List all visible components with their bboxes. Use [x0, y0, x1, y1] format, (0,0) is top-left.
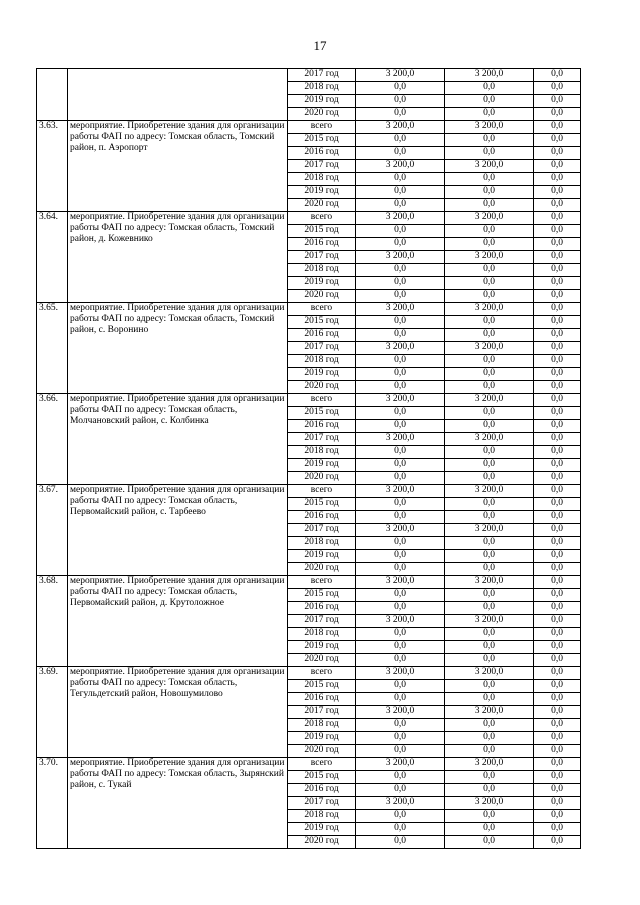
total-cell: 0,0: [356, 563, 445, 576]
regional-cell: 3 200,0: [445, 342, 534, 355]
item-name: мероприятие. Приобретение здания для организации работы ФАП по адресу: Томская область, Первомайский район, с. Тарбеево: [68, 485, 288, 576]
table-row: [37, 212, 581, 225]
other-cell: 0,0: [534, 225, 581, 238]
total-cell: 0,0: [356, 537, 445, 550]
total-cell: 0,0: [356, 680, 445, 693]
year-cell: всего: [288, 485, 356, 498]
item-number: 3.68.: [37, 576, 68, 667]
regional-cell: 3 200,0: [445, 667, 534, 680]
regional-cell: 0,0: [445, 732, 534, 745]
regional-cell: 0,0: [445, 355, 534, 368]
regional-cell: 3 200,0: [445, 758, 534, 771]
year-cell: 2015 год: [288, 316, 356, 329]
other-cell: 0,0: [534, 277, 581, 290]
total-cell: 0,0: [356, 654, 445, 667]
year-cell: 2018 год: [288, 446, 356, 459]
total-cell: 0,0: [356, 95, 445, 108]
item-name: мероприятие. Приобретение здания для организации работы ФАП по адресу: Томская область, Томский район, п. Аэропорт: [68, 121, 288, 212]
other-cell: 0,0: [534, 472, 581, 485]
regional-cell: 0,0: [445, 290, 534, 303]
other-cell: 0,0: [534, 732, 581, 745]
regional-cell: 0,0: [445, 316, 534, 329]
other-cell: 0,0: [534, 173, 581, 186]
regional-cell: 0,0: [445, 628, 534, 641]
other-cell: 0,0: [534, 433, 581, 446]
year-cell: 2020 год: [288, 563, 356, 576]
total-cell: 3 200,0: [356, 524, 445, 537]
other-cell: 0,0: [534, 82, 581, 95]
regional-cell: 0,0: [445, 446, 534, 459]
other-cell: 0,0: [534, 420, 581, 433]
year-cell: 2018 год: [288, 355, 356, 368]
other-cell: 0,0: [534, 719, 581, 732]
regional-cell: 0,0: [445, 810, 534, 823]
year-cell: 2019 год: [288, 641, 356, 654]
other-cell: 0,0: [534, 121, 581, 134]
year-cell: 2016 год: [288, 784, 356, 797]
other-cell: 0,0: [534, 602, 581, 615]
other-cell: 0,0: [534, 810, 581, 823]
regional-cell: 0,0: [445, 381, 534, 394]
total-cell: 0,0: [356, 82, 445, 95]
regional-cell: 3 200,0: [445, 576, 534, 589]
other-cell: 0,0: [534, 381, 581, 394]
total-cell: 0,0: [356, 550, 445, 563]
item-number: 3.64.: [37, 212, 68, 303]
total-cell: 0,0: [356, 719, 445, 732]
regional-cell: 3 200,0: [445, 251, 534, 264]
other-cell: 0,0: [534, 316, 581, 329]
other-cell: 0,0: [534, 147, 581, 160]
item-number: 3.63.: [37, 121, 68, 212]
other-cell: 0,0: [534, 628, 581, 641]
other-cell: 0,0: [534, 238, 581, 251]
total-cell: 0,0: [356, 329, 445, 342]
total-cell: 0,0: [356, 277, 445, 290]
regional-cell: 0,0: [445, 329, 534, 342]
year-cell: всего: [288, 758, 356, 771]
regional-cell: 0,0: [445, 537, 534, 550]
total-cell: 0,0: [356, 264, 445, 277]
other-cell: 0,0: [534, 69, 581, 82]
total-cell: 0,0: [356, 628, 445, 641]
other-cell: 0,0: [534, 797, 581, 810]
year-cell: всего: [288, 576, 356, 589]
total-cell: 0,0: [356, 511, 445, 524]
regional-cell: 3 200,0: [445, 485, 534, 498]
other-cell: 0,0: [534, 108, 581, 121]
item-number: 3.65.: [37, 303, 68, 394]
other-cell: 0,0: [534, 745, 581, 758]
year-cell: 2019 год: [288, 732, 356, 745]
table-row: [37, 69, 581, 82]
total-cell: 3 200,0: [356, 121, 445, 134]
total-cell: 0,0: [356, 186, 445, 199]
regional-cell: 0,0: [445, 199, 534, 212]
item-number: 3.69.: [37, 667, 68, 758]
year-cell: 2016 год: [288, 420, 356, 433]
other-cell: 0,0: [534, 485, 581, 498]
total-cell: 3 200,0: [356, 758, 445, 771]
total-cell: 0,0: [356, 498, 445, 511]
regional-cell: 0,0: [445, 641, 534, 654]
total-cell: 0,0: [356, 823, 445, 836]
other-cell: 0,0: [534, 251, 581, 264]
item-number: [37, 69, 68, 121]
other-cell: 0,0: [534, 95, 581, 108]
year-cell: 2017 год: [288, 251, 356, 264]
other-cell: 0,0: [534, 537, 581, 550]
total-cell: 0,0: [356, 316, 445, 329]
other-cell: 0,0: [534, 693, 581, 706]
total-cell: 0,0: [356, 368, 445, 381]
regional-cell: 0,0: [445, 459, 534, 472]
year-cell: 2020 год: [288, 381, 356, 394]
regional-cell: 0,0: [445, 173, 534, 186]
other-cell: 0,0: [534, 199, 581, 212]
regional-cell: 0,0: [445, 186, 534, 199]
year-cell: всего: [288, 212, 356, 225]
year-cell: 2017 год: [288, 797, 356, 810]
total-cell: 3 200,0: [356, 576, 445, 589]
total-cell: 0,0: [356, 355, 445, 368]
year-cell: 2019 год: [288, 186, 356, 199]
item-name: мероприятие. Приобретение здания для организации работы ФАП по адресу: Томская область, Томский район, с. Воронино: [68, 303, 288, 394]
table-row: [37, 485, 581, 498]
regional-cell: 3 200,0: [445, 69, 534, 82]
total-cell: 3 200,0: [356, 342, 445, 355]
year-cell: 2017 год: [288, 342, 356, 355]
total-cell: 3 200,0: [356, 433, 445, 446]
total-cell: 0,0: [356, 147, 445, 160]
regional-cell: 0,0: [445, 420, 534, 433]
total-cell: 3 200,0: [356, 303, 445, 316]
total-cell: 3 200,0: [356, 615, 445, 628]
item-number: 3.66.: [37, 394, 68, 485]
total-cell: 0,0: [356, 108, 445, 121]
regional-cell: 0,0: [445, 264, 534, 277]
table-row: [37, 394, 581, 407]
year-cell: 2019 год: [288, 368, 356, 381]
table-row: [37, 758, 581, 771]
other-cell: 0,0: [534, 186, 581, 199]
total-cell: 0,0: [356, 745, 445, 758]
year-cell: 2019 год: [288, 95, 356, 108]
item-name: мероприятие. Приобретение здания для организации работы ФАП по адресу: Томская область, Зырянский район, с. Тукай: [68, 758, 288, 849]
regional-cell: 0,0: [445, 407, 534, 420]
total-cell: 3 200,0: [356, 160, 445, 173]
year-cell: 2019 год: [288, 277, 356, 290]
year-cell: 2020 год: [288, 108, 356, 121]
regional-cell: 0,0: [445, 225, 534, 238]
regional-cell: 0,0: [445, 745, 534, 758]
other-cell: 0,0: [534, 771, 581, 784]
other-cell: 0,0: [534, 615, 581, 628]
total-cell: 3 200,0: [356, 69, 445, 82]
year-cell: 2016 год: [288, 147, 356, 160]
other-cell: 0,0: [534, 446, 581, 459]
regional-cell: 0,0: [445, 277, 534, 290]
total-cell: 0,0: [356, 238, 445, 251]
year-cell: 2020 год: [288, 745, 356, 758]
other-cell: 0,0: [534, 212, 581, 225]
regional-cell: 0,0: [445, 680, 534, 693]
regional-cell: 3 200,0: [445, 615, 534, 628]
regional-cell: 0,0: [445, 368, 534, 381]
year-cell: 2015 год: [288, 589, 356, 602]
regional-cell: 0,0: [445, 238, 534, 251]
regional-cell: 0,0: [445, 823, 534, 836]
regional-cell: 0,0: [445, 550, 534, 563]
total-cell: 3 200,0: [356, 251, 445, 264]
total-cell: 0,0: [356, 784, 445, 797]
other-cell: 0,0: [534, 264, 581, 277]
regional-cell: 0,0: [445, 134, 534, 147]
year-cell: 2017 год: [288, 433, 356, 446]
year-cell: 2020 год: [288, 836, 356, 849]
regional-cell: 0,0: [445, 95, 534, 108]
other-cell: 0,0: [534, 394, 581, 407]
total-cell: 0,0: [356, 602, 445, 615]
other-cell: 0,0: [534, 407, 581, 420]
total-cell: 0,0: [356, 472, 445, 485]
regional-cell: 0,0: [445, 602, 534, 615]
other-cell: 0,0: [534, 758, 581, 771]
regional-cell: 0,0: [445, 693, 534, 706]
year-cell: 2015 год: [288, 407, 356, 420]
regional-cell: 0,0: [445, 511, 534, 524]
year-cell: 2020 год: [288, 290, 356, 303]
year-cell: 2016 год: [288, 329, 356, 342]
total-cell: 0,0: [356, 446, 445, 459]
year-cell: 2015 год: [288, 134, 356, 147]
item-name: мероприятие. Приобретение здания для организации работы ФАП по адресу: Томская область, Молчановский район, с. Колбинка: [68, 394, 288, 485]
table-row: [37, 667, 581, 680]
other-cell: 0,0: [534, 563, 581, 576]
other-cell: 0,0: [534, 329, 581, 342]
year-cell: 2016 год: [288, 511, 356, 524]
other-cell: 0,0: [534, 836, 581, 849]
year-cell: 2018 год: [288, 537, 356, 550]
regional-cell: 3 200,0: [445, 160, 534, 173]
other-cell: 0,0: [534, 134, 581, 147]
regional-cell: 0,0: [445, 784, 534, 797]
year-cell: 2020 год: [288, 472, 356, 485]
other-cell: 0,0: [534, 303, 581, 316]
item-name: мероприятие. Приобретение здания для организации работы ФАП по адресу: Томская область, Тегульдетский район, Новошумилово: [68, 667, 288, 758]
year-cell: 2016 год: [288, 693, 356, 706]
year-cell: 2016 год: [288, 238, 356, 251]
total-cell: 3 200,0: [356, 667, 445, 680]
regional-cell: 0,0: [445, 836, 534, 849]
total-cell: 0,0: [356, 810, 445, 823]
regional-cell: 3 200,0: [445, 706, 534, 719]
total-cell: 0,0: [356, 290, 445, 303]
other-cell: 0,0: [534, 368, 581, 381]
total-cell: 0,0: [356, 225, 445, 238]
other-cell: 0,0: [534, 511, 581, 524]
item-name: мероприятие. Приобретение здания для организации работы ФАП по адресу: Томская область, Томский район, д. Кожевнико: [68, 212, 288, 303]
total-cell: 3 200,0: [356, 797, 445, 810]
total-cell: 0,0: [356, 693, 445, 706]
year-cell: 2018 год: [288, 82, 356, 95]
year-cell: 2017 год: [288, 69, 356, 82]
total-cell: 0,0: [356, 641, 445, 654]
total-cell: 0,0: [356, 589, 445, 602]
other-cell: 0,0: [534, 823, 581, 836]
other-cell: 0,0: [534, 589, 581, 602]
year-cell: 2018 год: [288, 264, 356, 277]
regional-cell: 0,0: [445, 82, 534, 95]
year-cell: 2019 год: [288, 550, 356, 563]
total-cell: 0,0: [356, 459, 445, 472]
regional-cell: 0,0: [445, 771, 534, 784]
total-cell: 0,0: [356, 173, 445, 186]
regional-cell: 3 200,0: [445, 121, 534, 134]
year-cell: 2015 год: [288, 225, 356, 238]
regional-cell: 0,0: [445, 147, 534, 160]
total-cell: 3 200,0: [356, 485, 445, 498]
year-cell: 2016 год: [288, 602, 356, 615]
table-row: [37, 303, 581, 316]
total-cell: 0,0: [356, 407, 445, 420]
table-row: [37, 576, 581, 589]
item-number: 3.67.: [37, 485, 68, 576]
page-number: 17: [313, 38, 327, 53]
total-cell: 0,0: [356, 199, 445, 212]
year-cell: 2017 год: [288, 706, 356, 719]
other-cell: 0,0: [534, 459, 581, 472]
year-cell: всего: [288, 303, 356, 316]
regional-cell: 3 200,0: [445, 524, 534, 537]
other-cell: 0,0: [534, 576, 581, 589]
year-cell: 2015 год: [288, 498, 356, 511]
year-cell: 2018 год: [288, 810, 356, 823]
year-cell: 2020 год: [288, 654, 356, 667]
table-row: [37, 121, 581, 134]
regional-cell: 3 200,0: [445, 433, 534, 446]
year-cell: 2020 год: [288, 199, 356, 212]
item-name: [68, 69, 288, 121]
other-cell: 0,0: [534, 290, 581, 303]
regional-cell: 3 200,0: [445, 797, 534, 810]
total-cell: 0,0: [356, 134, 445, 147]
total-cell: 0,0: [356, 836, 445, 849]
total-cell: 0,0: [356, 771, 445, 784]
regional-cell: 3 200,0: [445, 394, 534, 407]
other-cell: 0,0: [534, 667, 581, 680]
year-cell: 2018 год: [288, 719, 356, 732]
other-cell: 0,0: [534, 498, 581, 511]
regional-cell: 3 200,0: [445, 303, 534, 316]
other-cell: 0,0: [534, 680, 581, 693]
regional-cell: 0,0: [445, 589, 534, 602]
item-number: 3.70.: [37, 758, 68, 849]
total-cell: 3 200,0: [356, 212, 445, 225]
regional-cell: 0,0: [445, 472, 534, 485]
year-cell: 2017 год: [288, 615, 356, 628]
regional-cell: 0,0: [445, 108, 534, 121]
total-cell: 0,0: [356, 381, 445, 394]
other-cell: 0,0: [534, 784, 581, 797]
year-cell: всего: [288, 667, 356, 680]
regional-cell: 3 200,0: [445, 212, 534, 225]
other-cell: 0,0: [534, 641, 581, 654]
regional-cell: 0,0: [445, 719, 534, 732]
budget-table: [36, 68, 581, 849]
year-cell: всего: [288, 121, 356, 134]
year-cell: 2017 год: [288, 524, 356, 537]
year-cell: 2018 год: [288, 628, 356, 641]
regional-cell: 0,0: [445, 498, 534, 511]
item-name: мероприятие. Приобретение здания для организации работы ФАП по адресу: Томская область, Первомайский район, д. Крутоложное: [68, 576, 288, 667]
regional-cell: 0,0: [445, 654, 534, 667]
total-cell: 0,0: [356, 732, 445, 745]
year-cell: 2018 год: [288, 173, 356, 186]
other-cell: 0,0: [534, 355, 581, 368]
total-cell: 3 200,0: [356, 394, 445, 407]
other-cell: 0,0: [534, 706, 581, 719]
total-cell: 0,0: [356, 420, 445, 433]
other-cell: 0,0: [534, 524, 581, 537]
year-cell: 2019 год: [288, 823, 356, 836]
year-cell: всего: [288, 394, 356, 407]
year-cell: 2015 год: [288, 771, 356, 784]
regional-cell: 0,0: [445, 563, 534, 576]
total-cell: 3 200,0: [356, 706, 445, 719]
other-cell: 0,0: [534, 654, 581, 667]
other-cell: 0,0: [534, 550, 581, 563]
other-cell: 0,0: [534, 160, 581, 173]
year-cell: 2015 год: [288, 680, 356, 693]
budget-table-body: [37, 69, 581, 849]
other-cell: 0,0: [534, 342, 581, 355]
year-cell: 2019 год: [288, 459, 356, 472]
year-cell: 2017 год: [288, 160, 356, 173]
